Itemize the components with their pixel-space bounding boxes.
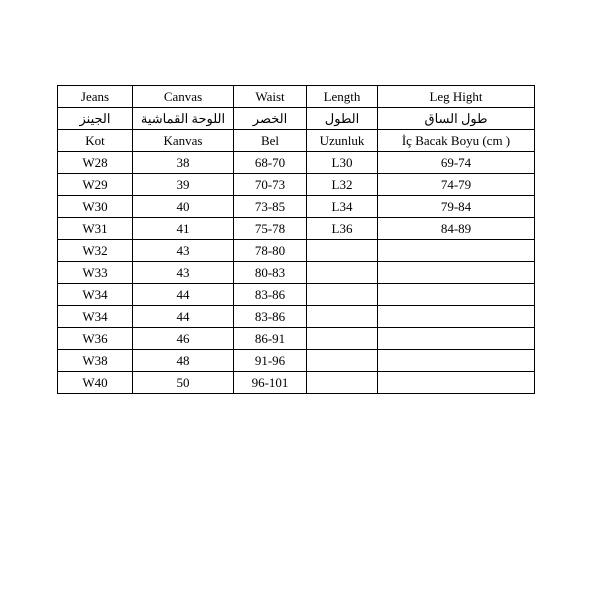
table-cell-empty: [378, 262, 535, 284]
table-cell: 43: [133, 262, 234, 284]
table-cell: 70-73: [234, 174, 307, 196]
table-cell: 50: [133, 372, 234, 394]
table-cell: 78-80: [234, 240, 307, 262]
table-cell: الطول: [307, 108, 378, 130]
table-row: [58, 262, 535, 284]
table-cell: 39: [133, 174, 234, 196]
table-row: [58, 284, 535, 306]
table-cell: طول الساق: [378, 108, 535, 130]
table-cell: 48: [133, 350, 234, 372]
table-row: [58, 130, 535, 152]
table-cell-empty: [307, 240, 378, 262]
table-row: [58, 174, 535, 196]
table-row: [58, 328, 535, 350]
table-cell: 96-101: [234, 372, 307, 394]
table-cell: Length: [307, 86, 378, 108]
table-cell: 75-78: [234, 218, 307, 240]
table-cell: W31: [58, 218, 133, 240]
size-chart-body: [58, 86, 535, 394]
table-cell: 68-70: [234, 152, 307, 174]
table-cell: Kot: [58, 130, 133, 152]
table-cell: W29: [58, 174, 133, 196]
table-row: [58, 218, 535, 240]
table-cell: Kanvas: [133, 130, 234, 152]
table-cell: L32: [307, 174, 378, 196]
table-cell-empty: [307, 306, 378, 328]
table-cell-empty: [307, 262, 378, 284]
table-cell: Waist: [234, 86, 307, 108]
table-cell: W28: [58, 152, 133, 174]
table-row: [58, 240, 535, 262]
table-cell: L30: [307, 152, 378, 174]
table-cell: 79-84: [378, 196, 535, 218]
table-cell: اللوحة القماشية: [133, 108, 234, 130]
table-cell: W38: [58, 350, 133, 372]
table-cell: W32: [58, 240, 133, 262]
table-cell: الخصر: [234, 108, 307, 130]
table-cell-empty: [378, 240, 535, 262]
table-cell: 86-91: [234, 328, 307, 350]
table-cell-empty: [307, 284, 378, 306]
size-chart-table: [57, 85, 535, 394]
table-cell: 69-74: [378, 152, 535, 174]
table-cell: 44: [133, 306, 234, 328]
table-cell: Uzunluk: [307, 130, 378, 152]
table-cell: L34: [307, 196, 378, 218]
table-cell: W36: [58, 328, 133, 350]
table-cell: 84-89: [378, 218, 535, 240]
table-cell: Canvas: [133, 86, 234, 108]
table-cell: 44: [133, 284, 234, 306]
table-cell-empty: [307, 350, 378, 372]
table-cell: الجينز: [58, 108, 133, 130]
table-cell-empty: [378, 284, 535, 306]
table-cell: L36: [307, 218, 378, 240]
table-row: [58, 306, 535, 328]
table-cell: 80-83: [234, 262, 307, 284]
table-row: [58, 152, 535, 174]
table-cell: 91-96: [234, 350, 307, 372]
table-row: [58, 196, 535, 218]
table-cell: 40: [133, 196, 234, 218]
table-cell-empty: [378, 372, 535, 394]
table-cell-empty: [307, 328, 378, 350]
table-cell: 83-86: [234, 306, 307, 328]
table-cell: W34: [58, 284, 133, 306]
table-cell: W34: [58, 306, 133, 328]
table-cell: W30: [58, 196, 133, 218]
table-cell: W33: [58, 262, 133, 284]
table-cell: Bel: [234, 130, 307, 152]
table-row: [58, 372, 535, 394]
table-cell: 83-86: [234, 284, 307, 306]
table-cell: W40: [58, 372, 133, 394]
table-cell: Leg Hight: [378, 86, 535, 108]
table-cell: 43: [133, 240, 234, 262]
table-cell-empty: [378, 328, 535, 350]
table-cell: 74-79: [378, 174, 535, 196]
table-cell-empty: [307, 372, 378, 394]
table-cell: 41: [133, 218, 234, 240]
table-cell: 38: [133, 152, 234, 174]
table-cell: 46: [133, 328, 234, 350]
table-row: [58, 108, 535, 130]
table-cell: 73-85: [234, 196, 307, 218]
table-row: [58, 86, 535, 108]
table-cell-empty: [378, 350, 535, 372]
table-row: [58, 350, 535, 372]
table-cell: Jeans: [58, 86, 133, 108]
table-cell: İç Bacak Boyu (cm ): [378, 130, 535, 152]
table-cell-empty: [378, 306, 535, 328]
